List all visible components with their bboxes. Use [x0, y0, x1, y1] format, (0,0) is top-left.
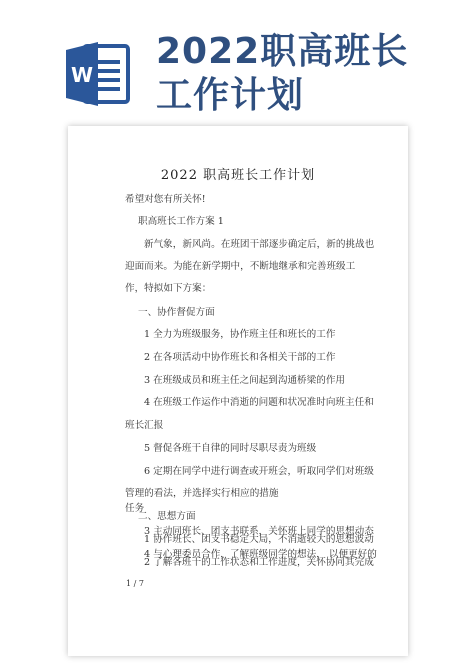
document-line: 新气象，新风尚。在班团干部逐步确定后，新的挑战也 [144, 239, 375, 250]
page-title-line-1: 2022职高班长 [156, 31, 409, 72]
document-line: 4 在班级工作运作中消逝的问题和状况准时向班主任和 [144, 397, 374, 408]
document-line: 5 督促各班干自律的同时尽职尽责为班级 [144, 443, 317, 454]
document-line: 作，特拟如下方案： [125, 283, 212, 294]
document-line: 管理的看法，并选择实行相应的措施 [125, 488, 279, 499]
document-line: 3 主动同班长、团支书联系，关怀班上同学的思想动态 [144, 526, 374, 537]
page-number: 1 / 7 [126, 579, 144, 588]
document-line: 3 在班级成员和班主任之间起到沟通桥梁的作用 [144, 375, 346, 386]
header [0, 0, 474, 120]
document-line: 任务 [125, 503, 145, 514]
document-line: 4 与心理委员合作，了解班级同学的想法， 以便更好的 [144, 549, 377, 560]
document-line: 1 全力为班级服务，协作班主任和班长的工作 [144, 329, 336, 340]
document-line: 职高班长工作方案 1 [138, 216, 224, 227]
document-line: 迎面而来。为能在新学期中，不断地继承和完善班级工 [125, 261, 356, 272]
word-document-icon [64, 40, 130, 108]
document-line: 2 了解各班干的工作状态和工作进度，关怀协同其完成 [144, 557, 374, 568]
document-line: 2 在各项活动中协作班长和各相关干部的工作 [144, 352, 336, 363]
document-line: 班长汇报 [125, 420, 164, 431]
document-line: 希望对您有所关怀! [125, 194, 206, 205]
document-line: 6 定期在同学中进行调查或开班会，听取同学们对班级 [144, 466, 374, 477]
document-line: 二、思想方面 [138, 511, 196, 522]
document-title: 2022 职高班长工作计划 [160, 168, 316, 183]
document-page [68, 126, 408, 656]
svg-text:W: W [70, 63, 94, 87]
document-line: 一、协作督促方面 [138, 307, 215, 318]
document-line: 1 协作班长、团支书稳定大局，不消逝较大的思想波动 [144, 534, 374, 545]
page-title-line-2: 工作计划 [156, 75, 305, 116]
